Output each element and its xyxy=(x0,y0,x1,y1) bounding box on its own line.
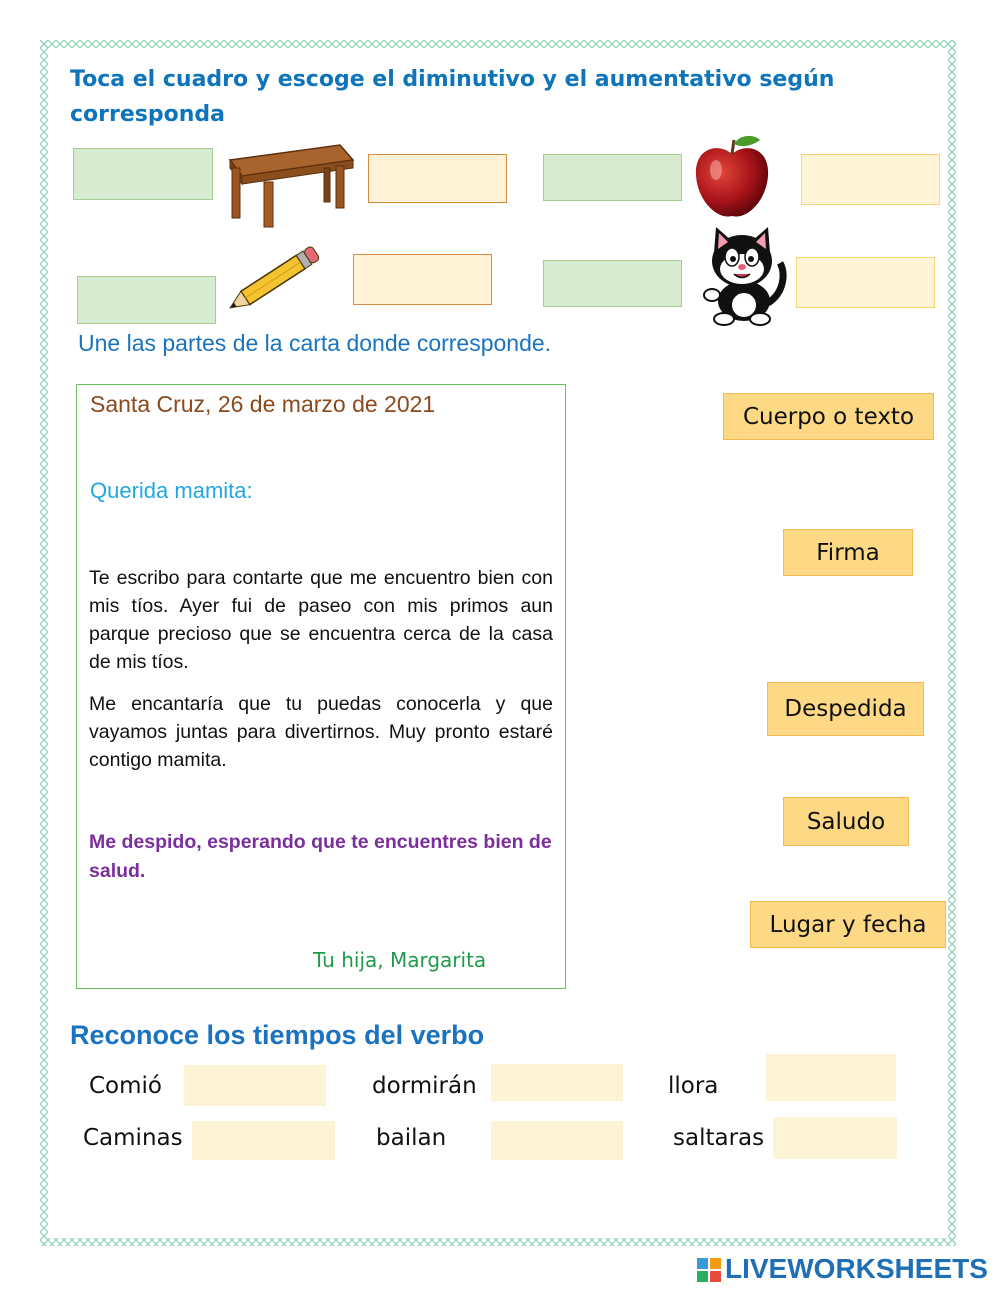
answer-box-cat-diminutive[interactable] xyxy=(543,260,682,307)
letter-greeting: Querida mamita: xyxy=(90,478,253,503)
answer-box-saltaras[interactable] xyxy=(773,1117,897,1159)
tag-cuerpo-o-texto[interactable]: Cuerpo o texto xyxy=(723,393,934,440)
answer-box-cat-augmentative[interactable] xyxy=(796,257,935,308)
answer-box-caminas[interactable] xyxy=(192,1121,335,1160)
letter-instruction: Une las partes de la carta donde corresponde. xyxy=(78,330,552,356)
liveworksheets-logo-icon xyxy=(697,1258,721,1282)
apple-image xyxy=(688,132,776,220)
answer-box-apple-diminutive[interactable] xyxy=(543,154,682,201)
answer-box-apple-augmentative[interactable] xyxy=(801,154,940,205)
verb-bailan: bailan xyxy=(376,1125,447,1151)
verb-caminas: Caminas xyxy=(83,1125,183,1151)
tag-firma[interactable]: Firma xyxy=(783,529,913,576)
letter-farewell: Me despido, esperando que te encuentres bien de salud. xyxy=(89,831,552,882)
verb-dormiran: dormirán xyxy=(372,1073,477,1099)
letter-body-paragraph-1: Te escribo para contarte que me encuentro bien con mis tíos. Ayer fui de paseo con mis primos aun parque precioso que se encuentra cerca de la casa de mis tíos. xyxy=(89,567,553,673)
letter-date: Santa Cruz, 26 de marzo de 2021 xyxy=(90,391,436,417)
instruction-heading: Toca el cuadro y escoge el diminutivo y el aumentativo según corresponda xyxy=(70,67,835,127)
tag-saludo[interactable]: Saludo xyxy=(783,797,909,846)
answer-box-dormiran[interactable] xyxy=(491,1064,623,1101)
answer-box-pencil-diminutive[interactable] xyxy=(77,276,216,324)
verb-llora: llora xyxy=(668,1073,719,1099)
letter-frame xyxy=(76,384,566,989)
letter-body-paragraph-2: Me encantaría que tu puedas conocerla y que vayamos juntas para divertirnos. Muy pronto estaré contigo mamita. xyxy=(89,693,553,771)
answer-box-table-diminutive[interactable] xyxy=(73,148,213,200)
verb-saltaras: saltaras xyxy=(673,1125,765,1151)
liveworksheets-logo-text: LIVEWORKSHEETS xyxy=(725,1253,988,1284)
answer-box-table-augmentative[interactable] xyxy=(368,154,507,203)
answer-box-llora[interactable] xyxy=(766,1054,896,1101)
verb-comio: Comió xyxy=(89,1073,162,1099)
letter-signature: Tu hija, Margarita xyxy=(313,948,487,972)
answer-box-pencil-augmentative[interactable] xyxy=(353,254,492,305)
tag-lugar-y-fecha[interactable]: Lugar y fecha xyxy=(750,901,946,948)
tag-despedida[interactable]: Despedida xyxy=(767,682,924,736)
cat-image xyxy=(694,223,790,327)
answer-box-bailan[interactable] xyxy=(491,1121,623,1160)
verbs-heading: Reconoce los tiempos del verbo xyxy=(70,1020,485,1050)
pencil-image xyxy=(220,245,326,315)
table-image xyxy=(222,140,356,230)
answer-box-comio[interactable] xyxy=(184,1065,326,1106)
